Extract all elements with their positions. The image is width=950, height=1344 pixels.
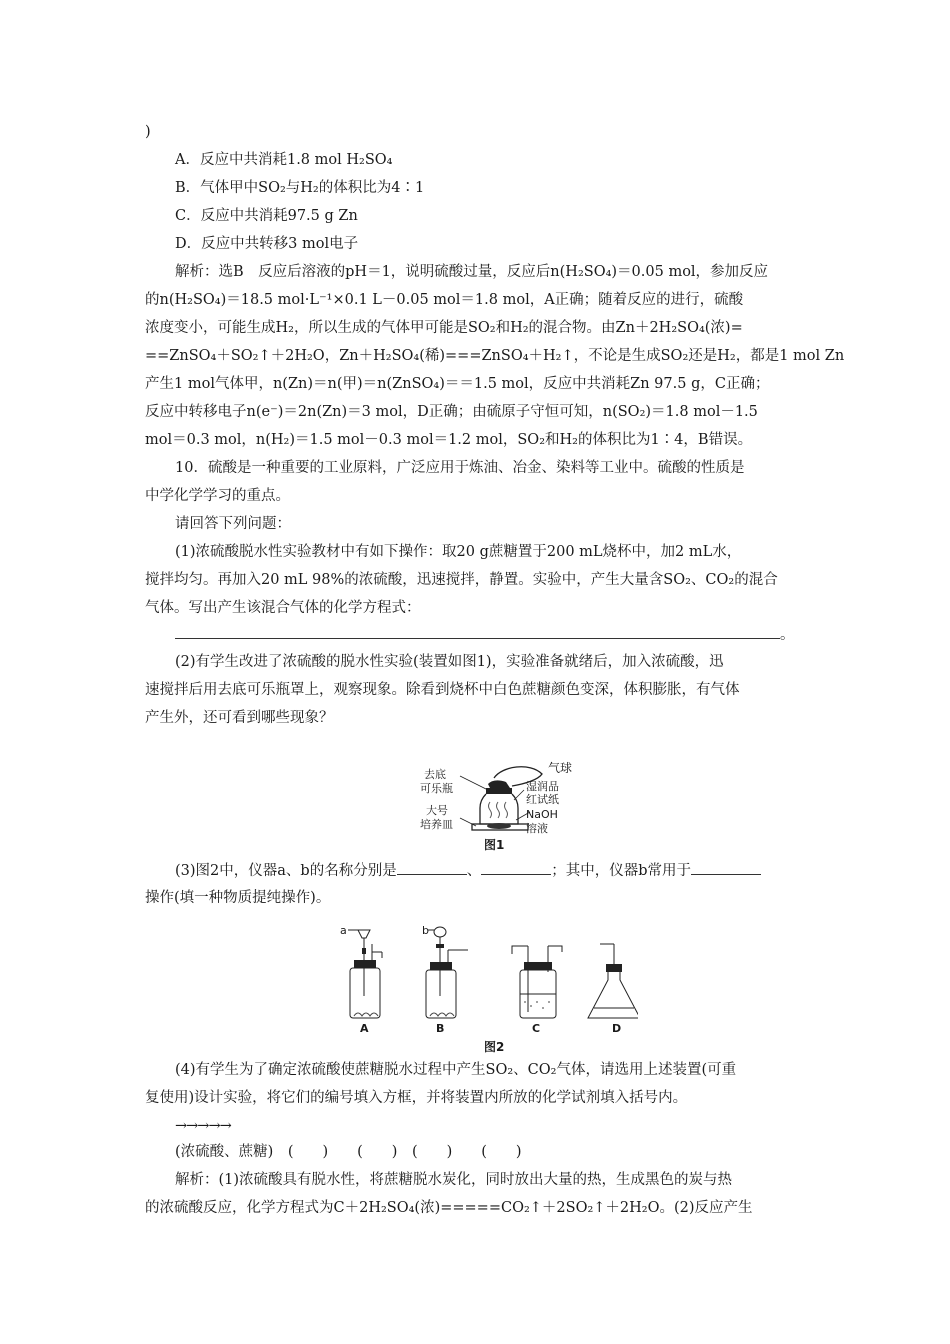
blank-instrument-a[interactable] — [397, 860, 467, 875]
answer-blank-line — [175, 624, 795, 645]
question-10-line: 中学化学学习的重点。 — [145, 488, 290, 504]
blank-end-mark: 。 — [780, 627, 795, 643]
analysis-line: mol＝0.3 mol，n(H₂)＝1.5 mol－0.3 mol＝1.2 mol，SO₂和H₂的体积比为1∶4，B错误。 — [145, 432, 753, 448]
analysis-line: 解析：选B 反应后溶液的pH＝1，说明硫酸过量，反应后n(H₂SO₄)＝0.05 mol，参加反应 — [175, 264, 769, 280]
analysis-line: 产生1 mol气体甲，n(Zn)＝n(甲)＝n(ZnSO₄)＝＝1.5 mol，反应中共消耗Zn 97.5 g，C正确； — [145, 376, 770, 392]
answer-blank[interactable] — [175, 624, 780, 639]
option-b: B．气体甲中SO₂与H₂的体积比为4∶1 — [175, 180, 425, 196]
label-paper-2: 红试纸 — [526, 793, 559, 806]
apparatus-b — [422, 924, 468, 1018]
q3-line: 操作(填一种物质提纯操作)。 — [145, 890, 331, 906]
q1-line: (1)浓硫酸脱水性实验教材中有如下操作：取20 g蔗糖置于200 mL烧杯中，加2 mL水， — [175, 544, 742, 560]
figure-1-apparatus — [420, 760, 600, 852]
label-naoh-2: 溶液 — [526, 822, 548, 835]
option-c: C．反应中共消耗97.5 g Zn — [175, 208, 358, 224]
q1-line: 搅拌均匀。再加入20 mL 98%的浓硫酸，迅速搅拌，静置。实验中，产生大量含SO₂、CO₂的混合 — [145, 572, 778, 588]
label-balloon: 气球 — [548, 761, 573, 775]
label-bottle-2: 可乐瓶 — [420, 782, 453, 795]
option-d: D．反应中共转移3 mol电子 — [175, 236, 359, 252]
reagent-line: (浓硫酸、蔗糖) ( ) ( ) ( ) ( ) — [175, 1144, 522, 1160]
q3-prefix: (3)图2中，仪器a、b的名称分别是 — [175, 863, 397, 879]
question-10-line: 10．硫酸是一种重要的工业原料，广泛应用于炼油、冶金、染料等工业中。硫酸的性质是 — [175, 460, 745, 476]
label-bottle-1: 去底 — [424, 768, 446, 781]
analysis-line: ==ZnSO₄＋SO₂↑＋2H₂O，Zn＋H₂SO₄(稀)===ZnSO₄＋H₂↑，不论是生成SO₂还是H₂，都是1 mol Zn — [145, 348, 845, 364]
instruction-line: 请回答下列问题： — [175, 516, 291, 532]
q3-sep: 、 — [466, 863, 482, 879]
label-D: D — [612, 1022, 622, 1034]
letter-a: a — [340, 924, 347, 937]
apparatus-d — [588, 944, 638, 1018]
q4-line: (4)有学生为了确定浓硫酸使蔗糖脱水过程中产生SO₂、CO₂气体，请选用上述装置(可重 — [175, 1062, 737, 1078]
q1-line: 气体。写出产生该混合气体的化学方程式： — [145, 600, 421, 616]
option-a: A．反应中共消耗1.8 mol H₂SO₄ — [175, 152, 393, 168]
q4-line: 复使用)设计实验，将它们的编号填入方框，并将装置内所放的化学试剂填入括号内。 — [145, 1090, 688, 1106]
analysis-line: 反应中转移电子n(e⁻)＝2n(Zn)＝3 mol，D正确；由硫原子守恒可知，n(SO₂)＝1.8 mol－1.5 — [145, 404, 758, 420]
q2-line: 产生外，还可看到哪些现象？ — [145, 710, 334, 726]
analysis-2-line: 解析：(1)浓硫酸具有脱水性，将蔗糖脱水炭化，同时放出大量的热，生成黑色的炭与热 — [175, 1172, 733, 1188]
q3-mid: ；其中，仪器b常用于 — [551, 863, 691, 879]
letter-b: b — [422, 924, 429, 937]
analysis-line: 浓度变小，可能生成H₂，所以生成的气体甲可能是SO₂和H₂的混合物。由Zn＋2H₂SO₄(浓)= — [145, 320, 743, 336]
label-dish-1: 大号 — [426, 804, 448, 817]
arrow-chain: →→→→→ — [175, 1118, 231, 1134]
figure-2-caption: 图2 — [484, 1040, 505, 1054]
figure-2-apparatus — [338, 922, 638, 1034]
analysis-line: 的n(H₂SO₄)＝18.5 mol·L⁻¹×0.1 L－0.05 mol＝1.8 mol，A正确；随着反应的进行，硫酸 — [145, 292, 744, 308]
label-C: C — [532, 1022, 541, 1034]
label-naoh-1: NaOH — [526, 808, 558, 821]
apparatus-c — [512, 946, 562, 1018]
blank-instrument-b[interactable] — [481, 860, 551, 875]
analysis-2-line: 的浓硫酸反应，化学方程式为C＋2H₂SO₄(浓)=====CO₂↑＋2SO₂↑＋2H₂O。(2)反应产生 — [145, 1200, 753, 1216]
q3-line — [175, 860, 761, 881]
figure-1-caption: 图1 — [484, 838, 505, 852]
q2-line: 速搅拌后用去底可乐瓶罩上，观察现象。除看到烧杯中白色蔗糖颜色变深，体积膨胀，有气体 — [145, 682, 740, 698]
label-A: A — [360, 1022, 369, 1034]
label-B: B — [436, 1022, 445, 1034]
q2-line: (2)有学生改进了浓硫酸的脱水性实验(装置如图1)，实验准备就绪后，加入浓硫酸，迅 — [175, 654, 724, 670]
label-paper-1: 湿润品 — [526, 780, 559, 793]
text-line: ) — [145, 124, 151, 140]
blank-operation[interactable] — [691, 860, 761, 875]
apparatus-a — [340, 924, 382, 1018]
label-dish-2: 培养皿 — [420, 818, 453, 831]
